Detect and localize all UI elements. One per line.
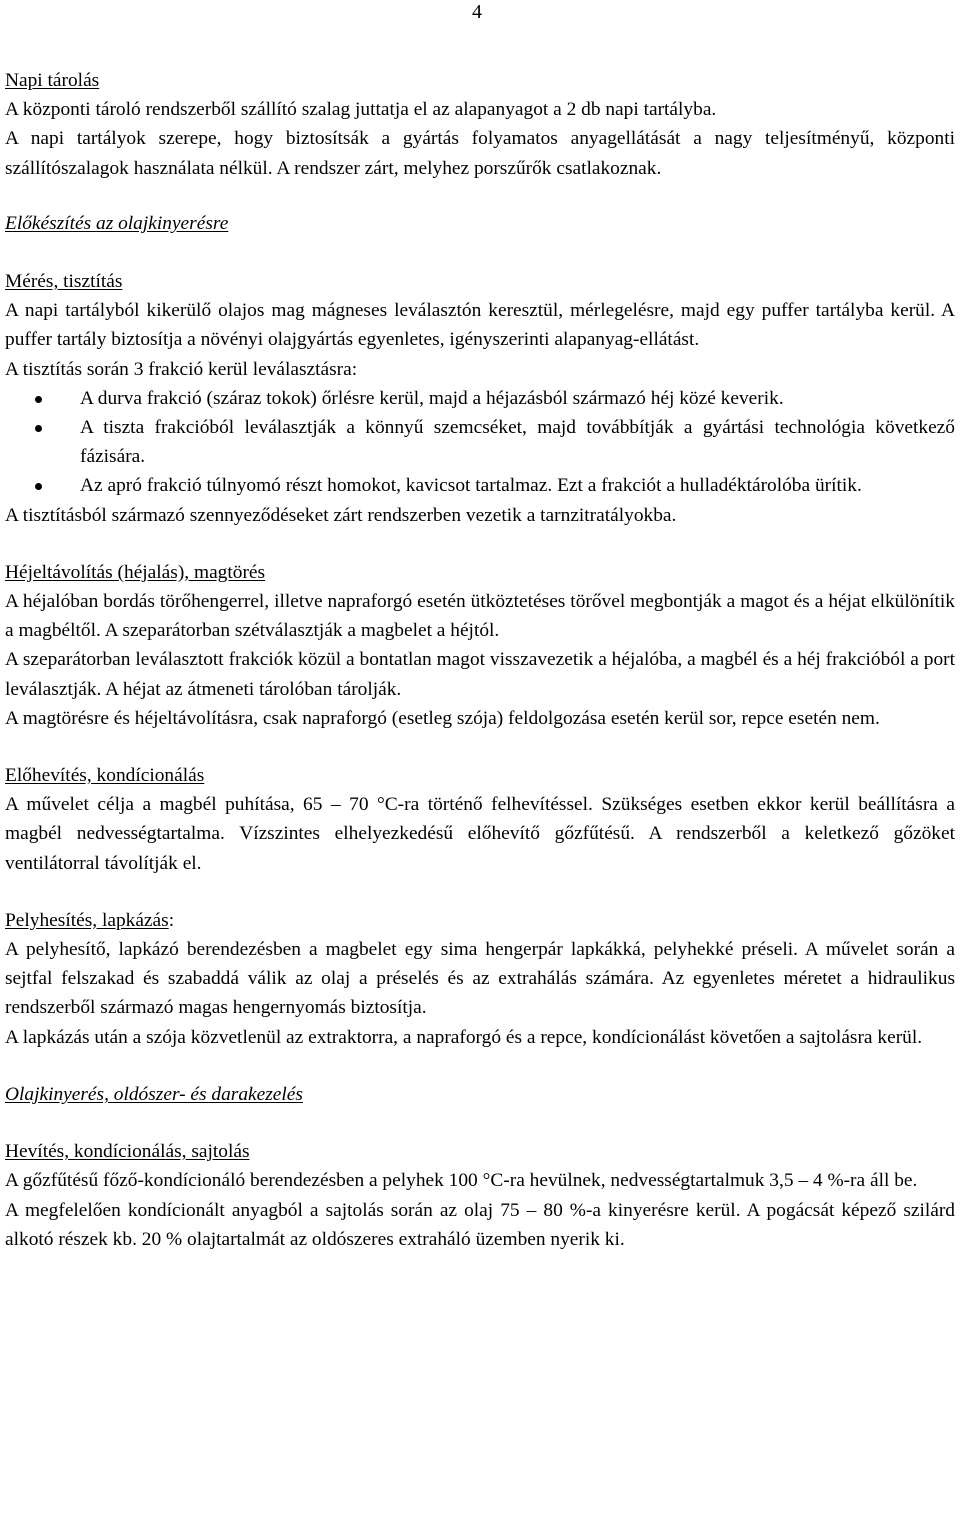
paragraph: A magtörésre és héjeltávolításra, csak napraforgó (esetleg szója) feldolgozása esetén kerül sor, repce esetén nem. <box>5 707 880 729</box>
document-body <box>5 66 955 1254</box>
paragraph: A tisztítás során 3 frakció kerül leválasztásra: <box>5 358 358 380</box>
heading-hevites: Hevítés, kondícionálás, sajtolás <box>5 1141 250 1163</box>
heading-meres-tisztitas: Mérés, tisztítás <box>5 271 123 293</box>
heading-pelyhesites-line <box>5 906 955 935</box>
list-item-text: A tiszta frakcióból leválasztják a könnyű szemcséket, majd továbbítják a gyártási technológia következő fázisára. <box>80 417 955 468</box>
section-elohevites <box>5 761 955 878</box>
section-pelyhesites <box>5 906 955 1052</box>
paragraph: A pelyhesítő, lapkázó berendezésben a magbelet egy sima hengerpár lapkákká, pelyhekké préseli. A művelet során a sejtfal felszakad és szabaddá válik az olaj a préselés és az extrahálás számára. Az egyenletes méretet a hidraulikus rendszerből származó magas hengernyomás biztosítja. <box>5 939 955 1019</box>
list-item <box>5 413 955 471</box>
list-item <box>5 471 955 500</box>
heading-elokeszites: Előkészítés az olajkinyerésre <box>5 212 229 234</box>
paragraph: A napi tartályok szerepe, hogy biztosítsák a gyártás folyamatos anyagellátását a nagy teljesítményű, központi szállítószalagok használata nélkül. A rendszer zárt, melyhez porszűrők csatlakoznak. <box>5 128 955 179</box>
heading-hejeltavolitas: Héjeltávolítás (héjalás), magtörés <box>5 561 266 583</box>
paragraph: A szeparátorban leválasztott frakciók közül a bontatlan magot visszavezetik a héjalóba, a magbél és a héj frakcióból a port leválasztják. A héjat az átmeneti tárolóban tárolják. <box>5 649 955 700</box>
paragraph: A művelet célja a magbél puhítása, 65 – 70 °C-ra történő felhevítéssel. Szükséges esetben ekkor kerül beállításra a magbél nedvességtartalma. Vízszintes elhelyezkedésű előhevítő gőzfűtésű. A rendszerből a keletkező gőzöket ventilátorral távolítják el. <box>5 794 955 874</box>
bullet-list <box>5 384 955 501</box>
paragraph: A tisztításból származó szennyeződéseket zárt rendszerben vezetik a tarnzitratályokba. <box>5 504 677 526</box>
heading-pelyhesites: Pelyhesítés, lapkázás <box>5 909 169 931</box>
paragraph: A héjalóban bordás törőhengerrel, illetve napraforgó esetén ütköztetéses törővel megbontják a magot és a héjat elkülönítik a magbéltől. A szeparátorban szétválasztják a magbelet a héjtól. <box>5 591 955 642</box>
heading-elohevites: Előhevítés, kondícionálás <box>5 765 205 787</box>
section-hejeltavolitas <box>5 558 955 733</box>
bullet-icon <box>35 483 42 490</box>
bullet-icon <box>35 425 42 432</box>
paragraph: A lapkázás után a szója közvetlenül az extraktorra, a napraforgó és a repce, kondícionálást követően a sajtolásra kerül. <box>5 1026 923 1048</box>
paragraph: A központi tároló rendszerből szállító szalag juttatja el az alapanyagot a 2 db napi tartályba. <box>5 99 717 121</box>
paragraph: A gőzfűtésű főző-kondícionáló berendezésben a pelyhek 100 °C-ra hevülnek, nedvességtartalmuk 3,5 – 4 %-ra áll be. <box>5 1170 918 1192</box>
list-item <box>5 384 955 413</box>
section-napi-tarolas <box>5 66 955 183</box>
heading-olajkinyeres: Olajkinyerés, oldószer- és darakezelés <box>5 1083 303 1105</box>
section-meres-tisztitas <box>5 267 955 530</box>
paragraph: A napi tartályból kikerülő olajos mag mágneses leválasztón keresztül, mérlegelésre, majd egy puffer tartályba kerül. A puffer tartály biztosítja a növényi olajgyártás egyenletes, igényszerinti alapanyag-ellátást. <box>5 300 955 351</box>
paragraph: A megfelelően kondícionált anyagból a sajtolás során az olaj 75 – 80 %-a kinyerésre kerül. A pogácsát képező szilárd alkotó részek kb. 20 % olajtartalmát az oldószeres extraháló üzemben nyerik ki. <box>5 1199 955 1250</box>
page-number: 4 <box>472 1 482 23</box>
heading-suffix: : <box>168 909 175 931</box>
heading-napi-tarolas: Napi tárolás <box>5 70 100 91</box>
section-hevites <box>5 1137 955 1254</box>
bullet-icon <box>35 396 42 403</box>
list-item-text: Az apró frakció túlnyomó részt homokot, kavicsot tartalmaz. Ezt a frakciót a hulladéktárolóba ürítik. <box>80 475 862 497</box>
list-item-text: A durva frakció (száraz tokok) őrlésre kerül, majd a héjazásból származó héj közé keverik. <box>80 387 784 409</box>
